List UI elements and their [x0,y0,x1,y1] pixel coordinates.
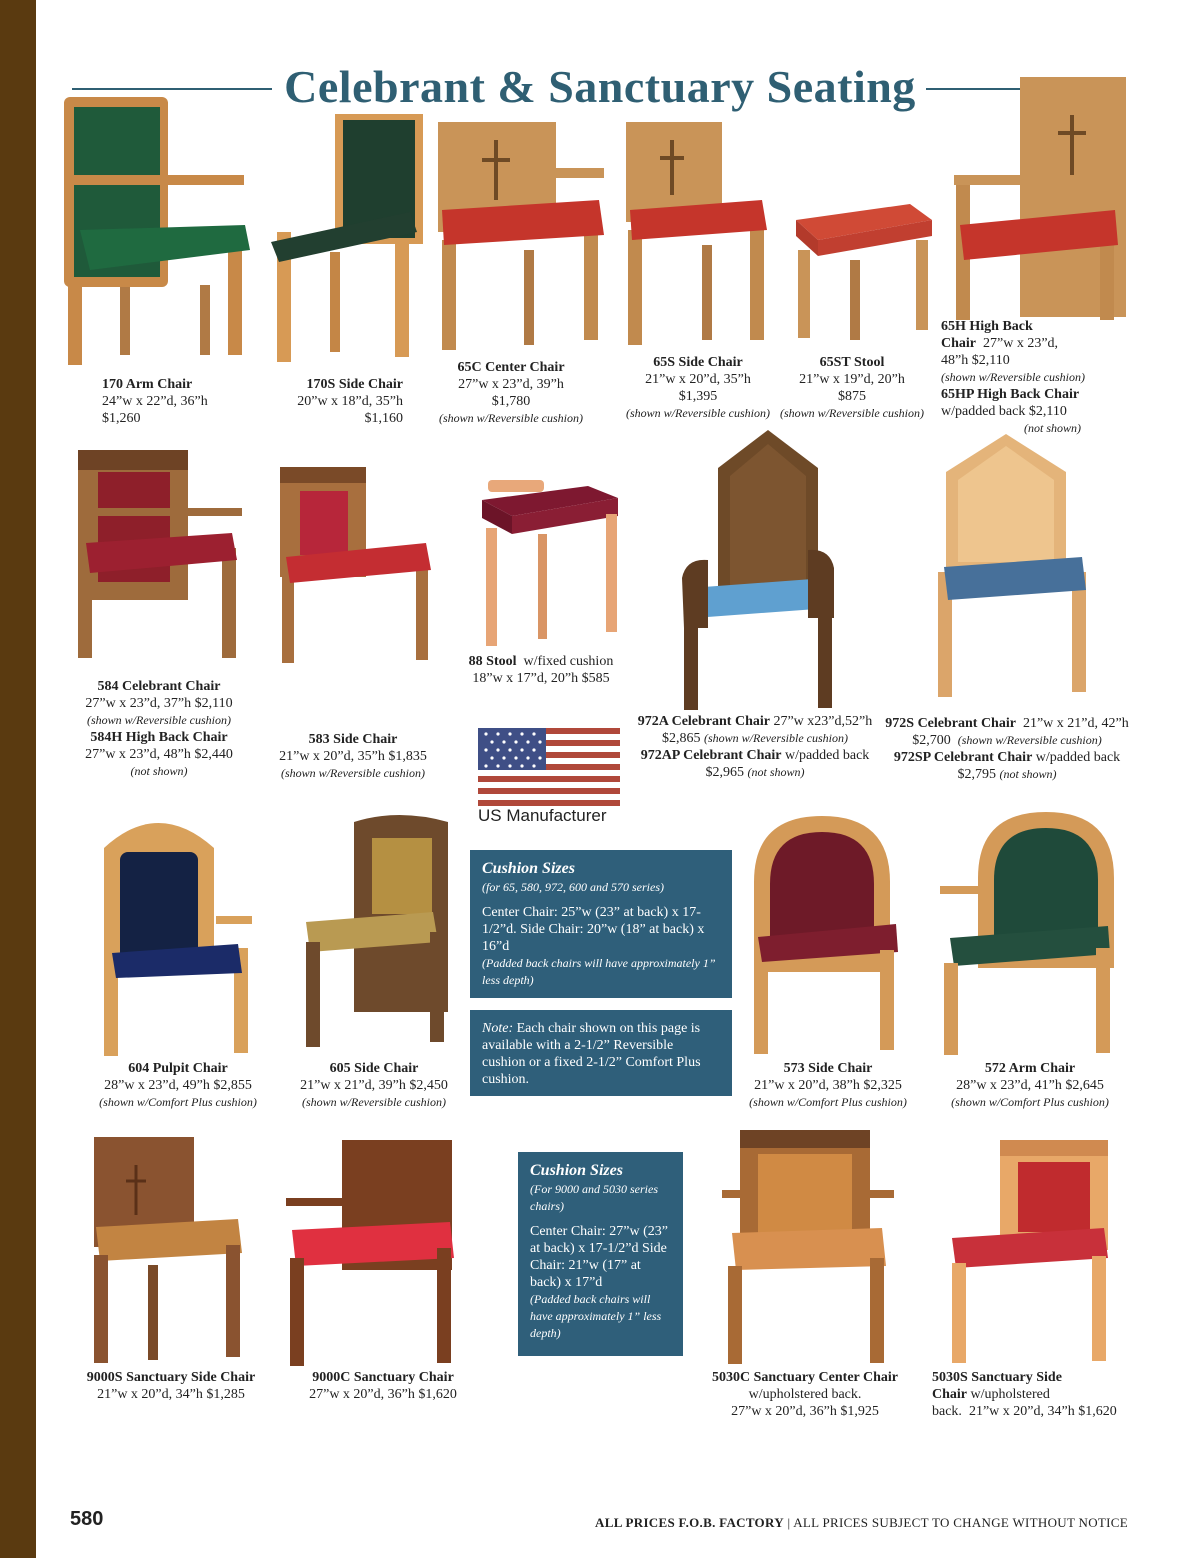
caption-65c [420,359,602,427]
us-manufacturer-label: US Manufacturer [478,806,607,825]
caption-604 [90,1060,266,1111]
product-image-65h [950,75,1130,325]
product-dims-972s: 21”w x 21”d, 42”h [1022,716,1129,731]
caption-605 [288,1060,460,1111]
product-name-170s: 170S Side Chair [306,377,403,392]
cushion-sizes-subtitle-2: (For 9000 and 5030 series chairs) [530,1182,658,1213]
caption-572 [940,1060,1120,1111]
product-price-65c: $1,780 [491,394,531,409]
caption-5030c [700,1369,910,1420]
caption-9000s [76,1369,266,1403]
product-image-5030c [718,1128,896,1368]
page-title: Celebrant & Sanctuary Seating [284,61,916,112]
product-name-584: 584 Celebrant Chair [97,679,221,694]
cushion-sizes-note-2: (Padded back chairs will have approximately 1” less depth) [530,1292,662,1340]
caption-9000c [298,1369,468,1403]
product-dims-9000s: 21”w x 20”d, 34”h $1,285 [97,1387,245,1402]
product-desc-5030s-line2: back. [932,1404,962,1419]
product-dims-88: 18”w x 17”d, 20”h $585 [472,671,610,686]
product-name-9000c: 9000C Sanctuary Chair [312,1370,454,1385]
product-name-572: 572 Arm Chair [984,1061,1076,1076]
caption-170s [254,376,403,427]
product-note-604: (shown w/Comfort Plus cushion) [99,1095,257,1109]
product-image-170 [60,95,255,370]
product-note-972ap: (not shown) [747,765,805,779]
caption-573 [738,1060,918,1111]
product-image-65s [622,120,772,350]
product-desc-88: w/fixed cushion [523,654,614,669]
cushion-sizes-title-2: Cushion Sizes [530,1162,623,1179]
product-dims-573: 21”w x 20”d, 38”h $2,325 [754,1078,902,1093]
product-name-65c: 65C Center Chair [457,360,565,375]
product-note-972s: (shown w/Reversible cushion) [957,733,1102,747]
product-note-972a: (shown w/Reversible cushion) [704,731,848,745]
product-name-5030s-line2: Chair [932,1387,967,1402]
product-dims-65st: 21”w x 19”d, 20”h [799,372,905,387]
product-name-65st: 65ST Stool [819,355,885,370]
product-dims-5030s: 21”w x 20”d, 34”h $1,620 [968,1404,1117,1419]
caption-65st [776,354,928,422]
product-dims-65h-line2: 48”h $2,110 [941,353,1010,368]
caption-583 [270,731,436,782]
cushion-sizes-box-2 [518,1152,683,1356]
product-note-972sp: (not shown) [999,767,1057,781]
page-spine [0,0,36,1558]
product-name-604: 604 Pulpit Chair [128,1061,228,1076]
product-image-9000c [282,1138,462,1370]
product-name-972ap: 972AP Celebrant Chair [640,748,782,763]
product-image-972a [678,428,838,713]
product-image-573 [748,812,903,1057]
product-image-65st [790,200,936,342]
cushion-sizes-box-1 [470,850,732,998]
footer [595,1515,1128,1531]
product-note-584: (shown w/Reversible cushion) [87,713,231,727]
product-dims-572: 28”w x 23”d, 41”h $2,645 [956,1078,1104,1093]
product-desc-5030c: w/upholstered back. [748,1387,862,1402]
product-price-972ap: $2,965 [705,765,744,780]
product-note-584h: (not shown) [130,764,188,778]
product-name-584h: 584H High Back Chair [90,730,228,745]
product-name-605: 605 Side Chair [329,1061,419,1076]
cushion-sizes-title-1: Cushion Sizes [482,860,575,877]
product-name-583: 583 Side Chair [308,732,398,747]
note-box [470,1010,732,1096]
product-image-604 [98,808,258,1058]
product-dims-5030c: 27”w x 20”d, 36”h $1,925 [731,1404,879,1419]
product-dims-972a: 27”w x23”d,52”h [773,714,873,729]
product-dims-170s: 20”w x 18”d, 35”h [297,394,403,409]
product-image-170s [265,112,425,367]
product-dims-604: 28”w x 23”d, 49”h $2,855 [104,1078,252,1093]
footer-fob: ALL PRICES F.O.B. FACTORY [595,1515,784,1530]
product-price-972sp: $2,795 [957,767,996,782]
note-body: Each chair shown on this page is available with a 2-1/2” Reversible cushion or a fixed 2-1/2” Comfort Plus cushion. [482,1021,701,1087]
product-image-972s [932,432,1092,702]
product-note-65st: (shown w/Reversible cushion) [780,406,924,420]
product-dims-170: 24”w x 22”d, 36”h [102,394,208,409]
product-price-972s: $2,700 [912,733,951,748]
product-image-5030s [944,1138,1114,1366]
footer-separator: | [787,1515,791,1530]
product-dims-584h: 27”w x 23”d, 48”h $2,440 [85,747,233,762]
product-name-573: 573 Side Chair [783,1061,873,1076]
footer-notice: ALL PRICES SUBJECT TO CHANGE WITHOUT NOTICE [793,1515,1128,1530]
product-note-65s: (shown w/Reversible cushion) [626,406,770,420]
note-label: Note: [482,1021,514,1036]
page-number: 580 [70,1508,104,1530]
product-dims-9000c: 27”w x 20”d, 36”h $1,620 [309,1387,457,1402]
caption-88 [456,653,626,687]
caption-972s [882,715,1132,783]
product-price-972a: $2,865 [662,731,701,746]
us-flag-icon [478,728,620,808]
product-price-170s: $1,160 [364,411,403,426]
cushion-sizes-note-1: (Padded back chairs will have approximately 1” less depth) [482,956,716,987]
product-dims-584: 27”w x 23”d, 37”h $2,110 [85,696,233,711]
product-note-605: (shown w/Reversible cushion) [302,1095,446,1109]
cushion-sizes-subtitle-1: (for 65, 580, 972, 600 and 570 series) [482,880,664,894]
product-name-5030c: 5030C Sanctuary Center Chair [711,1370,898,1385]
product-image-572 [938,808,1118,1058]
product-name-972s: 972S Celebrant Chair [885,716,1016,731]
product-dims-583: 21”w x 20”d, 35”h $1,835 [279,749,427,764]
product-dims-65h: 27”w x 23”d, [983,336,1059,351]
product-name-65h-line2: Chair [941,336,976,351]
product-note-572: (shown w/Comfort Plus cushion) [951,1095,1109,1109]
product-desc-5030s: w/upholstered [970,1387,1050,1402]
product-price-170: $1,260 [102,411,141,426]
product-name-65h: 65H High Back [941,319,1033,334]
caption-5030s [932,1369,1122,1420]
product-image-583 [276,465,436,665]
product-note-65c: (shown w/Reversible cushion) [439,411,583,425]
product-image-584 [72,448,247,663]
product-image-88 [478,478,623,648]
product-dims-65c: 27”w x 23”d, 39”h [458,377,564,392]
cushion-sizes-body-1: Center Chair: 25”w (23” at back) x 17-1/2”d. Side Chair: 20”w (18” at back) x 16”d [482,905,705,954]
product-desc-972ap: w/padded back [784,748,870,763]
product-name-65s: 65S Side Chair [653,355,743,370]
product-name-5030s: 5030S Sanctuary Side [932,1370,1062,1385]
product-name-170: 170 Arm Chair [102,377,193,392]
product-desc-65hp: w/padded back $2,110 [941,404,1067,419]
cushion-sizes-body-2: Center Chair: 27”w (23” at back) x 17-1/2”d Side Chair: 21”w (17” at back) x 17”d [530,1224,669,1290]
product-note-583: (shown w/Reversible cushion) [281,766,425,780]
product-dims-65s: 21”w x 20”d, 35”h [645,372,751,387]
product-price-65s: $1,395 [678,389,718,404]
product-note-573: (shown w/Comfort Plus cushion) [749,1095,907,1109]
caption-65h [941,318,1101,437]
product-image-605 [298,812,458,1052]
product-name-88: 88 Stool [468,654,517,669]
product-price-65st: $875 [838,389,866,404]
product-name-972a: 972A Celebrant Chair [637,714,770,729]
caption-584 [78,678,240,780]
caption-972a [634,713,876,781]
product-image-9000s [88,1135,248,1367]
product-note-65hp: (not shown) [1024,421,1081,435]
product-image-65c [434,120,610,352]
product-desc-972sp: w/padded back [1035,750,1121,765]
product-dims-605: 21”w x 21”d, 39”h $2,450 [300,1078,448,1093]
product-name-65hp: 65HP High Back Chair [941,387,1080,402]
product-note-65h: (shown w/Reversible cushion) [941,370,1085,384]
caption-65s [620,354,776,422]
product-name-972sp: 972SP Celebrant Chair [893,750,1033,765]
product-name-9000s: 9000S Sanctuary Side Chair [86,1370,256,1385]
